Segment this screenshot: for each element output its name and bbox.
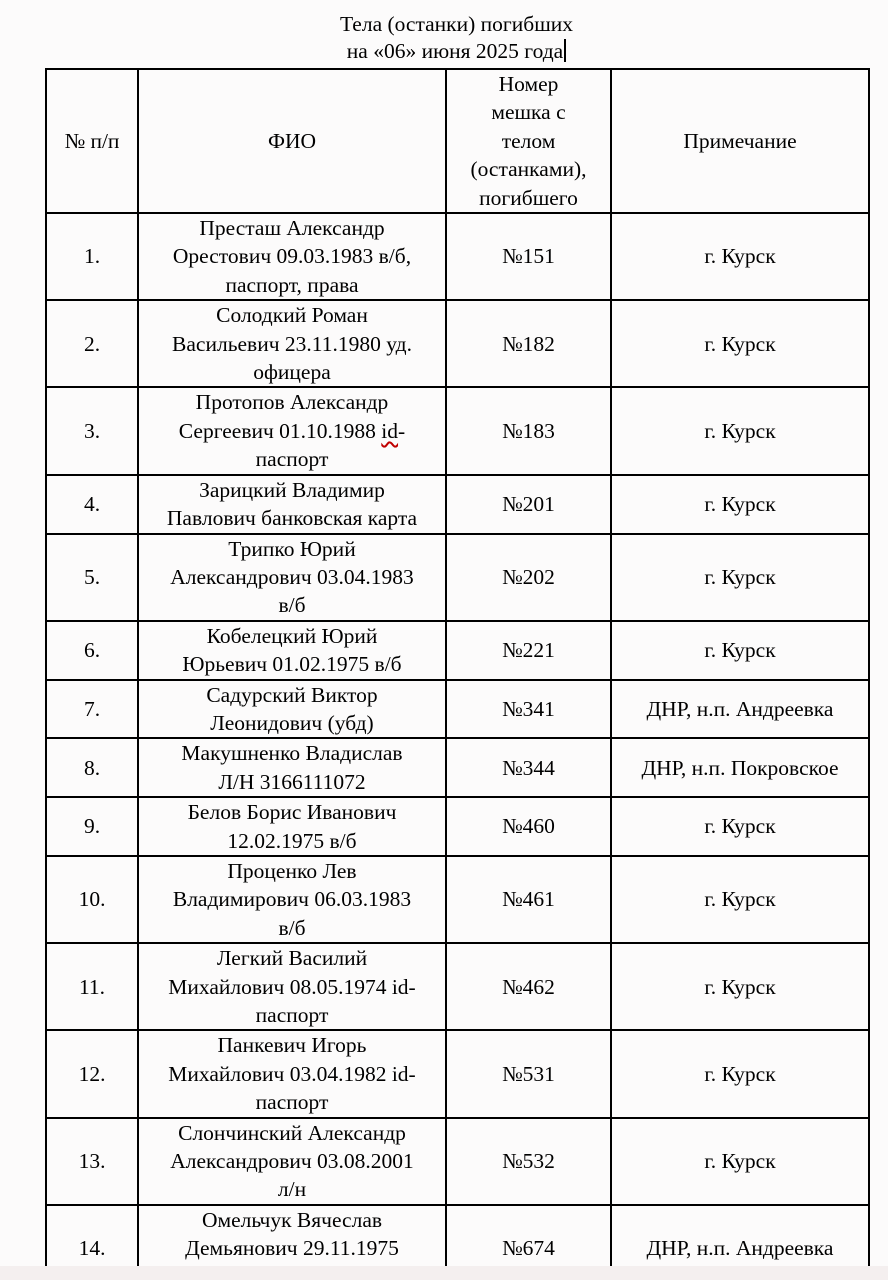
header-bag-line: Номер [498, 72, 559, 96]
table-row [46, 680, 869, 739]
bag-number-cell: №182 [446, 300, 611, 387]
table-row [46, 534, 869, 621]
table-row [46, 738, 869, 797]
fio-line: в/б [278, 915, 306, 940]
fio-line: Юрьевич 01.02.1975 в/б [182, 652, 402, 677]
fio-cell [138, 738, 446, 797]
header-num: № п/п [46, 69, 138, 213]
row-number-cell: 5. [46, 534, 138, 621]
fio-cell [138, 680, 446, 739]
fio-line: Омельчук Вячеслав [201, 1207, 383, 1232]
row-number-cell: 4. [46, 475, 138, 534]
fio-line: Престаш Александр [199, 216, 385, 241]
row-number-cell: 9. [46, 797, 138, 856]
row-number-cell: 10. [46, 856, 138, 943]
table-row [46, 621, 869, 680]
table-row [46, 387, 869, 474]
fio-cell [138, 475, 446, 534]
row-number-cell: 8. [46, 738, 138, 797]
fio-cell [138, 534, 446, 621]
table-row [46, 856, 869, 943]
fio-line: Леонидович (убд) [210, 710, 374, 735]
note-cell: ДНР, н.п. Андреевка [611, 1205, 869, 1280]
fio-line: Садурский Виктор [206, 682, 378, 707]
row-number-cell: 14. [46, 1205, 138, 1280]
fio-line: Демьянович 29.11.1975 [185, 1236, 399, 1261]
fio-cell [138, 300, 446, 387]
document-title [45, 0, 868, 65]
fio-line: Владимирович 06.03.1983 [172, 887, 412, 912]
misspelled-word: id [381, 418, 399, 443]
bag-number-cell: №532 [446, 1118, 611, 1205]
note-cell: ДНР, н.п. Покровское [611, 738, 869, 797]
fio-line: Белов Борис Иванович [187, 800, 397, 825]
fio-line: Проценко Лев [227, 858, 357, 883]
fio-line: Макушненко Владислав [181, 741, 403, 766]
fio-line: Васильевич 23.11.1980 уд. [172, 331, 412, 356]
fio-line: паспорт [255, 447, 329, 472]
row-number-cell: 13. [46, 1118, 138, 1205]
title-line-1: Тела (останки) погибших [339, 12, 573, 36]
header-bag-line: (останками), [470, 157, 587, 182]
table-row [46, 1118, 869, 1205]
fio-line: Кобелецкий Юрий [206, 623, 378, 648]
fio-text: Сергеевич 01.10.1988 [178, 418, 382, 443]
note-cell: г. Курск [611, 475, 869, 534]
bag-number-cell: №460 [446, 797, 611, 856]
fio-cell [138, 213, 446, 300]
fio-cell [138, 621, 446, 680]
fio-line: Александрович 03.08.2001 [170, 1149, 414, 1174]
bag-number-cell: №674 [446, 1205, 611, 1280]
note-cell: г. Курск [611, 300, 869, 387]
note-cell: г. Курск [611, 856, 869, 943]
fio-line: Легкий Василий [216, 946, 368, 971]
fio-cell [138, 797, 446, 856]
fio-line: Солодкий Роман [216, 303, 368, 328]
bag-number-cell: №344 [446, 738, 611, 797]
fio-cell [138, 1030, 446, 1117]
fio-line: паспорт [255, 1003, 329, 1027]
bag-number-cell: №151 [446, 213, 611, 300]
bag-number-cell: №531 [446, 1030, 611, 1117]
row-number-cell: 3. [46, 387, 138, 474]
header-bag-line: погибшего [479, 185, 578, 210]
bag-number-cell: №341 [446, 680, 611, 739]
fio-line: Трипко Юрий [228, 536, 356, 561]
note-cell: г. Курск [611, 534, 869, 621]
row-number-cell: 2. [46, 300, 138, 387]
row-number-cell: 12. [46, 1030, 138, 1117]
header-note: Примечание [611, 69, 869, 213]
fio-line: Протопов Александр [195, 390, 389, 415]
table-row [46, 213, 869, 300]
row-number-cell: 6. [46, 621, 138, 680]
fio-line: Михайлович 08.05.1974 id- [168, 974, 416, 999]
fio-text: - [398, 418, 406, 443]
row-number-cell: 1. [46, 213, 138, 300]
row-number-cell: 7. [46, 680, 138, 739]
bag-number-cell: №221 [446, 621, 611, 680]
header-bag-line: мешка с [491, 100, 566, 125]
fio-line: Л/Н 3166111072 [218, 769, 366, 794]
table-row [46, 943, 869, 1030]
fio-line: 12.02.1975 в/б [227, 828, 357, 853]
bodies-table [45, 68, 870, 1280]
note-cell: г. Курск [611, 797, 869, 856]
note-cell: г. Курск [611, 1030, 869, 1117]
fio-line: л/н [277, 1177, 307, 1202]
fio-line: паспорт [255, 1090, 329, 1115]
bag-number-cell: №201 [446, 475, 611, 534]
fio-line: Павлович банковская карта [166, 506, 418, 531]
note-cell: г. Курск [611, 387, 869, 474]
header-bag-line: телом [501, 128, 556, 153]
bag-number-cell: №461 [446, 856, 611, 943]
fio-line: в/б [278, 593, 306, 618]
bag-number-cell: №183 [446, 387, 611, 474]
bag-number-cell: №462 [446, 943, 611, 1030]
fio-line: офицера [253, 360, 331, 385]
note-cell: г. Курск [611, 213, 869, 300]
fio-line: Слончинский Александр [178, 1120, 406, 1145]
table-row [46, 475, 869, 534]
table-row [46, 1030, 869, 1117]
fio-cell [138, 387, 446, 474]
row-number-cell: 11. [46, 943, 138, 1030]
table-body [46, 213, 869, 1280]
note-cell: г. Курск [611, 621, 869, 680]
fio-line: Михайлович 03.04.1982 id- [168, 1061, 416, 1086]
note-cell: г. Курск [611, 943, 869, 1030]
fio-line: Зарицкий Владимир [199, 477, 385, 502]
header-bag [446, 69, 611, 213]
table-row [46, 300, 869, 387]
fio-cell [138, 1118, 446, 1205]
title-line-2-text: на «06» июня 2025 года [346, 39, 564, 63]
page-bottom-margin [0, 1266, 888, 1280]
note-cell: г. Курск [611, 1118, 869, 1205]
note-cell: ДНР, н.п. Андреевка [611, 680, 869, 739]
fio-line: Орестович 09.03.1983 в/б, [172, 244, 412, 269]
fio-line: паспорт, права [225, 272, 359, 297]
text-cursor [564, 39, 566, 62]
bag-number-cell: №202 [446, 534, 611, 621]
fio-cell [138, 856, 446, 943]
fio-cell [138, 943, 446, 1030]
fio-line [141, 417, 443, 445]
table-header [46, 69, 869, 213]
header-row [46, 69, 869, 213]
table-row [46, 797, 869, 856]
fio-line: Александрович 03.04.1983 [170, 564, 414, 589]
header-fio: ФИО [138, 69, 446, 213]
fio-line: Панкевич Игорь [217, 1033, 367, 1058]
title-line-2 [45, 38, 868, 65]
